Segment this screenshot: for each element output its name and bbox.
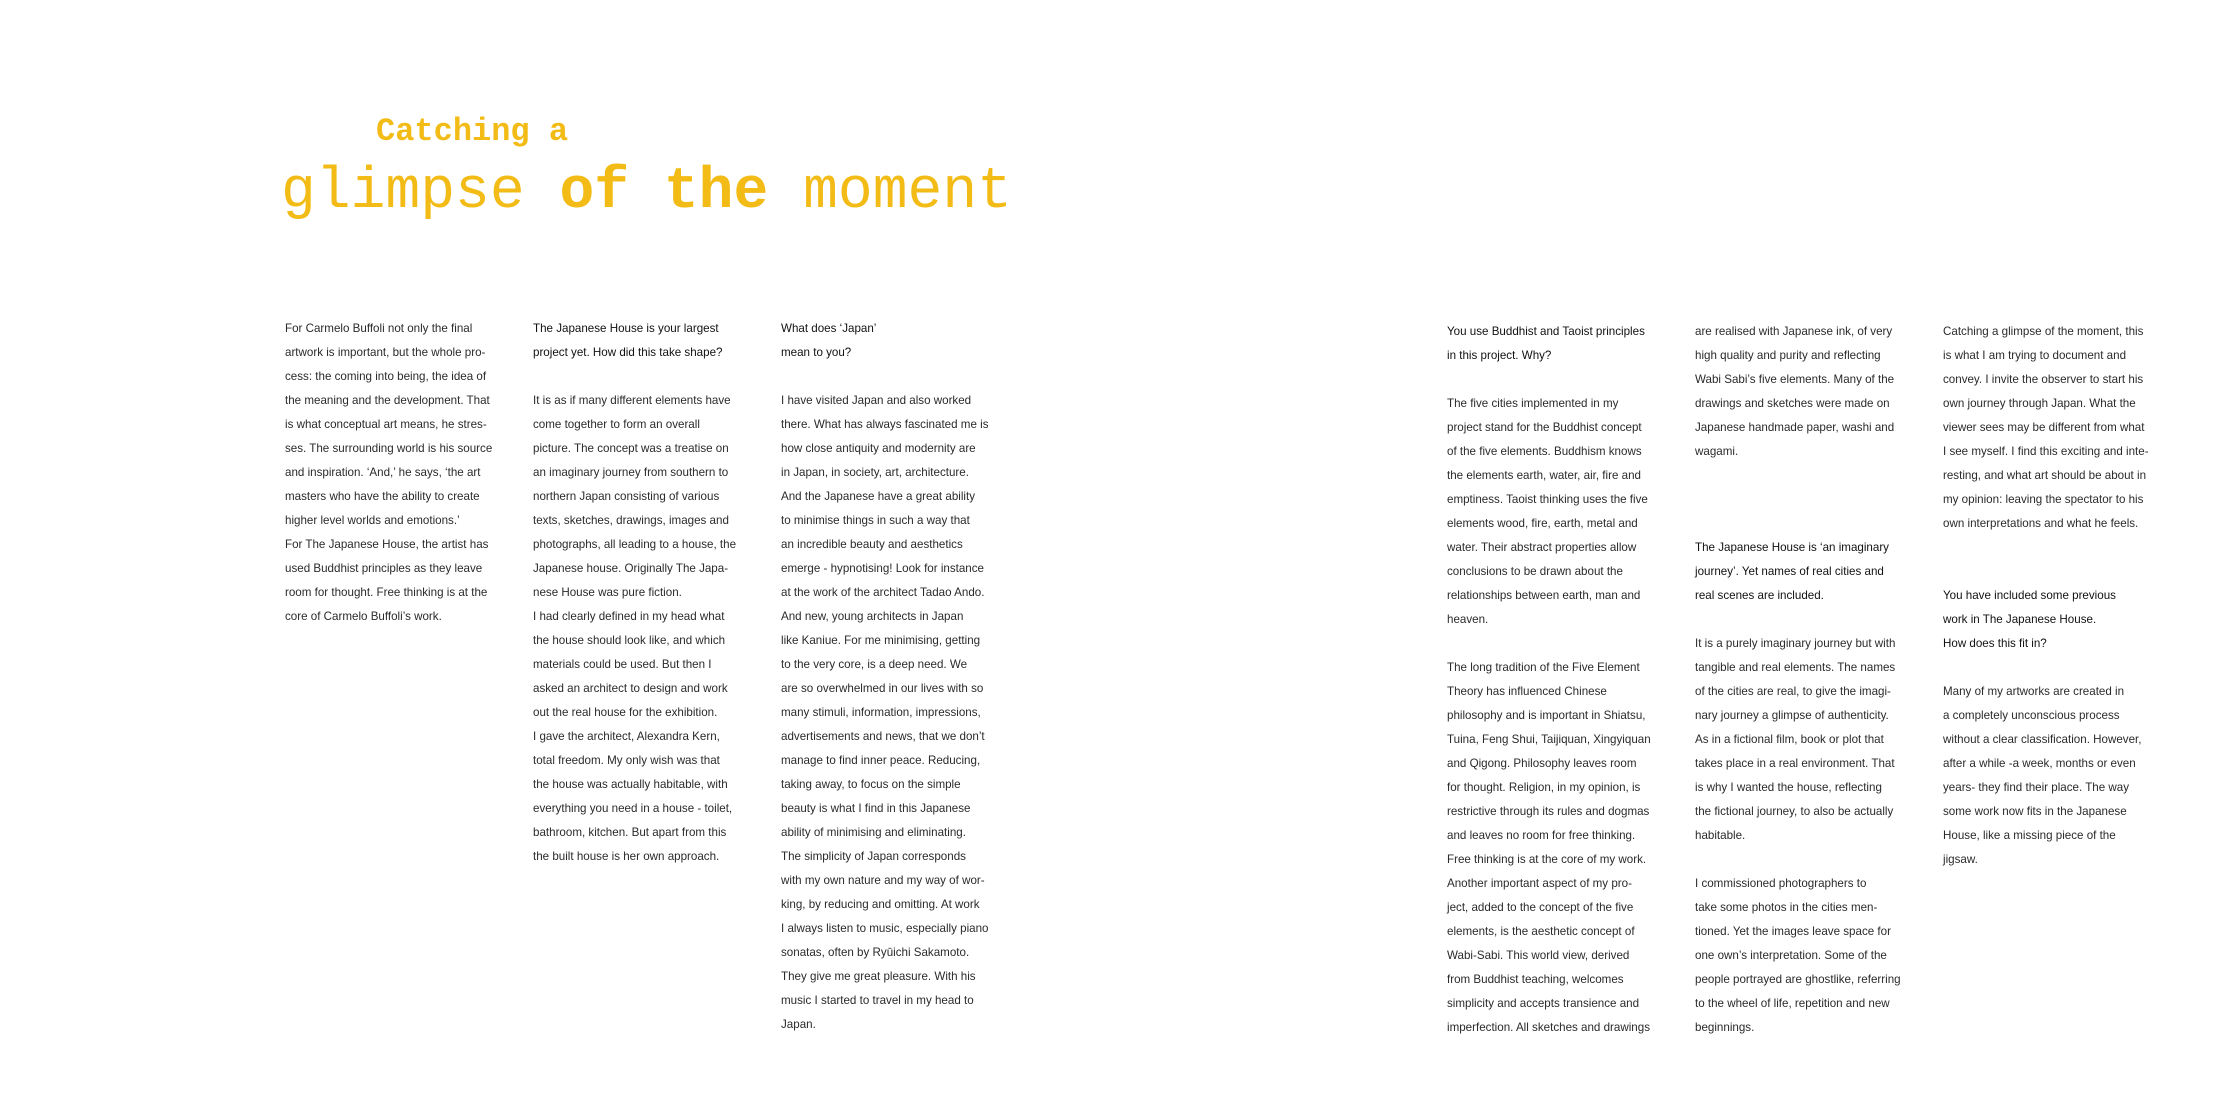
interview-question: You use Buddhist and Taoist principles in this project. Why? xyxy=(1447,325,1645,362)
text-column-5 xyxy=(1695,320,1905,1040)
text-column-2 xyxy=(533,317,743,869)
interview-answer: It is as if many different elements have come together to form an overall picture. The concept was a treatise on an imaginary journey from southern to northern Japan consisting of various texts, sketches, drawings, images and photographs, all leading to a house, the Japanese house. Originally The Japa- nese House was pure fiction. I had clearly defined in my head what the house should look like, and which materials could be used. But then I asked an architect to design and work out the real house for the exhibition. I gave the architect, Alexandra Kern, total freedom. My only wish was that the house was actually habitable, with everything you need in a house - toilet, bathroom, kitchen. But apart from this the built house is her own approach. xyxy=(533,394,737,863)
interview-question: You have included some previous work in The Japanese House. How does this fit in? xyxy=(1943,589,2116,650)
title-words-of-the: of the xyxy=(559,160,769,225)
interview-question: The Japanese House is ‘an imaginary journey’. Yet names of real cities and real scenes are included. xyxy=(1695,541,1889,602)
interview-question: The Japanese House is your largest project yet. How did this take shape? xyxy=(533,322,723,359)
interview-answer: Many of my artworks are created in a completely unconscious process without a clear classification. However, after a while -a week, months or even years- they find their place. The way some work now fits in the Japanese House, like a missing piece of the jigsaw. xyxy=(1943,685,2142,866)
interview-answer: It is a purely imaginary journey but with tangible and real elements. The names of the cities are real, to give the imagi- nary journey a glimpse of authenticity. As in a fictional film, book or plot that takes place in a real environment. That is why I wanted the house, reflecting the fictional journey, to also be actually habitable. xyxy=(1695,637,1896,842)
title-line-2 xyxy=(281,158,1012,228)
title-word-glimpse: glimpse xyxy=(281,160,560,225)
text-column-6 xyxy=(1943,320,2155,872)
interview-answer: I have visited Japan and also worked there. What has always fascinated me is how close antiquity and modernity are in Japan, in society, art, architecture. And the Japanese have a great ability to minimise things in such a way that an incredible beauty and aesthetics emerge - hypnotising! Look for instance at the work of the architect Tadao Ando. And new, young architects in Japan like Kaniue. For me minimising, getting to the very core, is a deep need. We are so overwhelmed in our lives with so many stimuli, information, impressions, advertisements and news, that we don’t manage to find inner peace. Reducing, taking away, to focus on the simple beauty is what I find in this Japanese ability of minimising and eliminating. The simplicity of Japan corresponds with my own nature and my way of wor- king, by reducing and omitting. At work I always listen to music, especially piano sonatas, often by Ryūichi Sakamoto. They give me great pleasure. With his music I started to travel in my head to Japan. xyxy=(781,394,989,1031)
title-word-moment: moment xyxy=(768,160,1012,225)
interview-answer: The five cities implemented in my project stand for the Buddhist concept of the five elements. Buddhism knows the elements earth, water, air, fire and emptiness. Taoist thinking uses the five elements wood, fire, earth, metal and water. Their abstract properties allow conclusions to be drawn about the relationships between earth, man and heaven. xyxy=(1447,397,1648,626)
text-column-1 xyxy=(285,317,497,629)
interview-answer: The long tradition of the Five Element Theory has influenced Chinese philosophy and is important in Shiatsu, Tuina, Feng Shui, Taijiquan, Xingyiquan and Qigong. Philosophy leaves room for thought. Religion, in my opinion, is restrictive through its rules and dogmas and leaves no room for free thinking. Free thinking is at the core of my work. Another important aspect of my pro- ject, added to the concept of the five elements, is the aesthetic concept of Wabi-Sabi. This world view, derived from Buddhist teaching, welcomes simplicity and accepts transience and imperfection. All sketches and drawings xyxy=(1447,661,1651,1034)
interview-answer: I commissioned photographers to take some photos in the cities men- tioned. Yet the images leave space for one own’s interpretation. Some of the people portrayed are ghostlike, referring to the wheel of life, repetition and new beginnings. xyxy=(1695,877,1901,1034)
interview-answer: are realised with Japanese ink, of very high quality and purity and reflecting Wabi Sabi’s five elements. Many of the drawings and sketches were made on Japanese handmade paper, washi and wagami. xyxy=(1695,325,1895,458)
title-line-1: Catching a xyxy=(376,113,569,150)
intro-paragraph: For Carmelo Buffoli not only the final artwork is important, but the whole pro- cess: the coming into being, the idea of the meaning and the development. That is what conceptual art means, he stres- ses. The surrounding world is his source and inspiration. ‘And,’ he says, ‘the art masters who have the ability to create higher level worlds and emotions.’ For The Japanese House, the artist has used Buddhist principles as they leave room for thought. Free thinking is at the core of Carmelo Buffoli’s work. xyxy=(285,322,493,623)
interview-question: What does ‘Japan’ mean to you? xyxy=(781,322,877,359)
text-column-3 xyxy=(781,317,993,1037)
interview-answer: Catching a glimpse of the moment, this is what I am trying to document and convey. I invite the observer to start his own journey through Japan. What the viewer sees may be different from what I see myself. I find this exciting and inte- resting, and what art should be about in my opinion: leaving the spectator to his own interpretations and what he feels. xyxy=(1943,325,2149,530)
text-column-4 xyxy=(1447,320,1659,1040)
